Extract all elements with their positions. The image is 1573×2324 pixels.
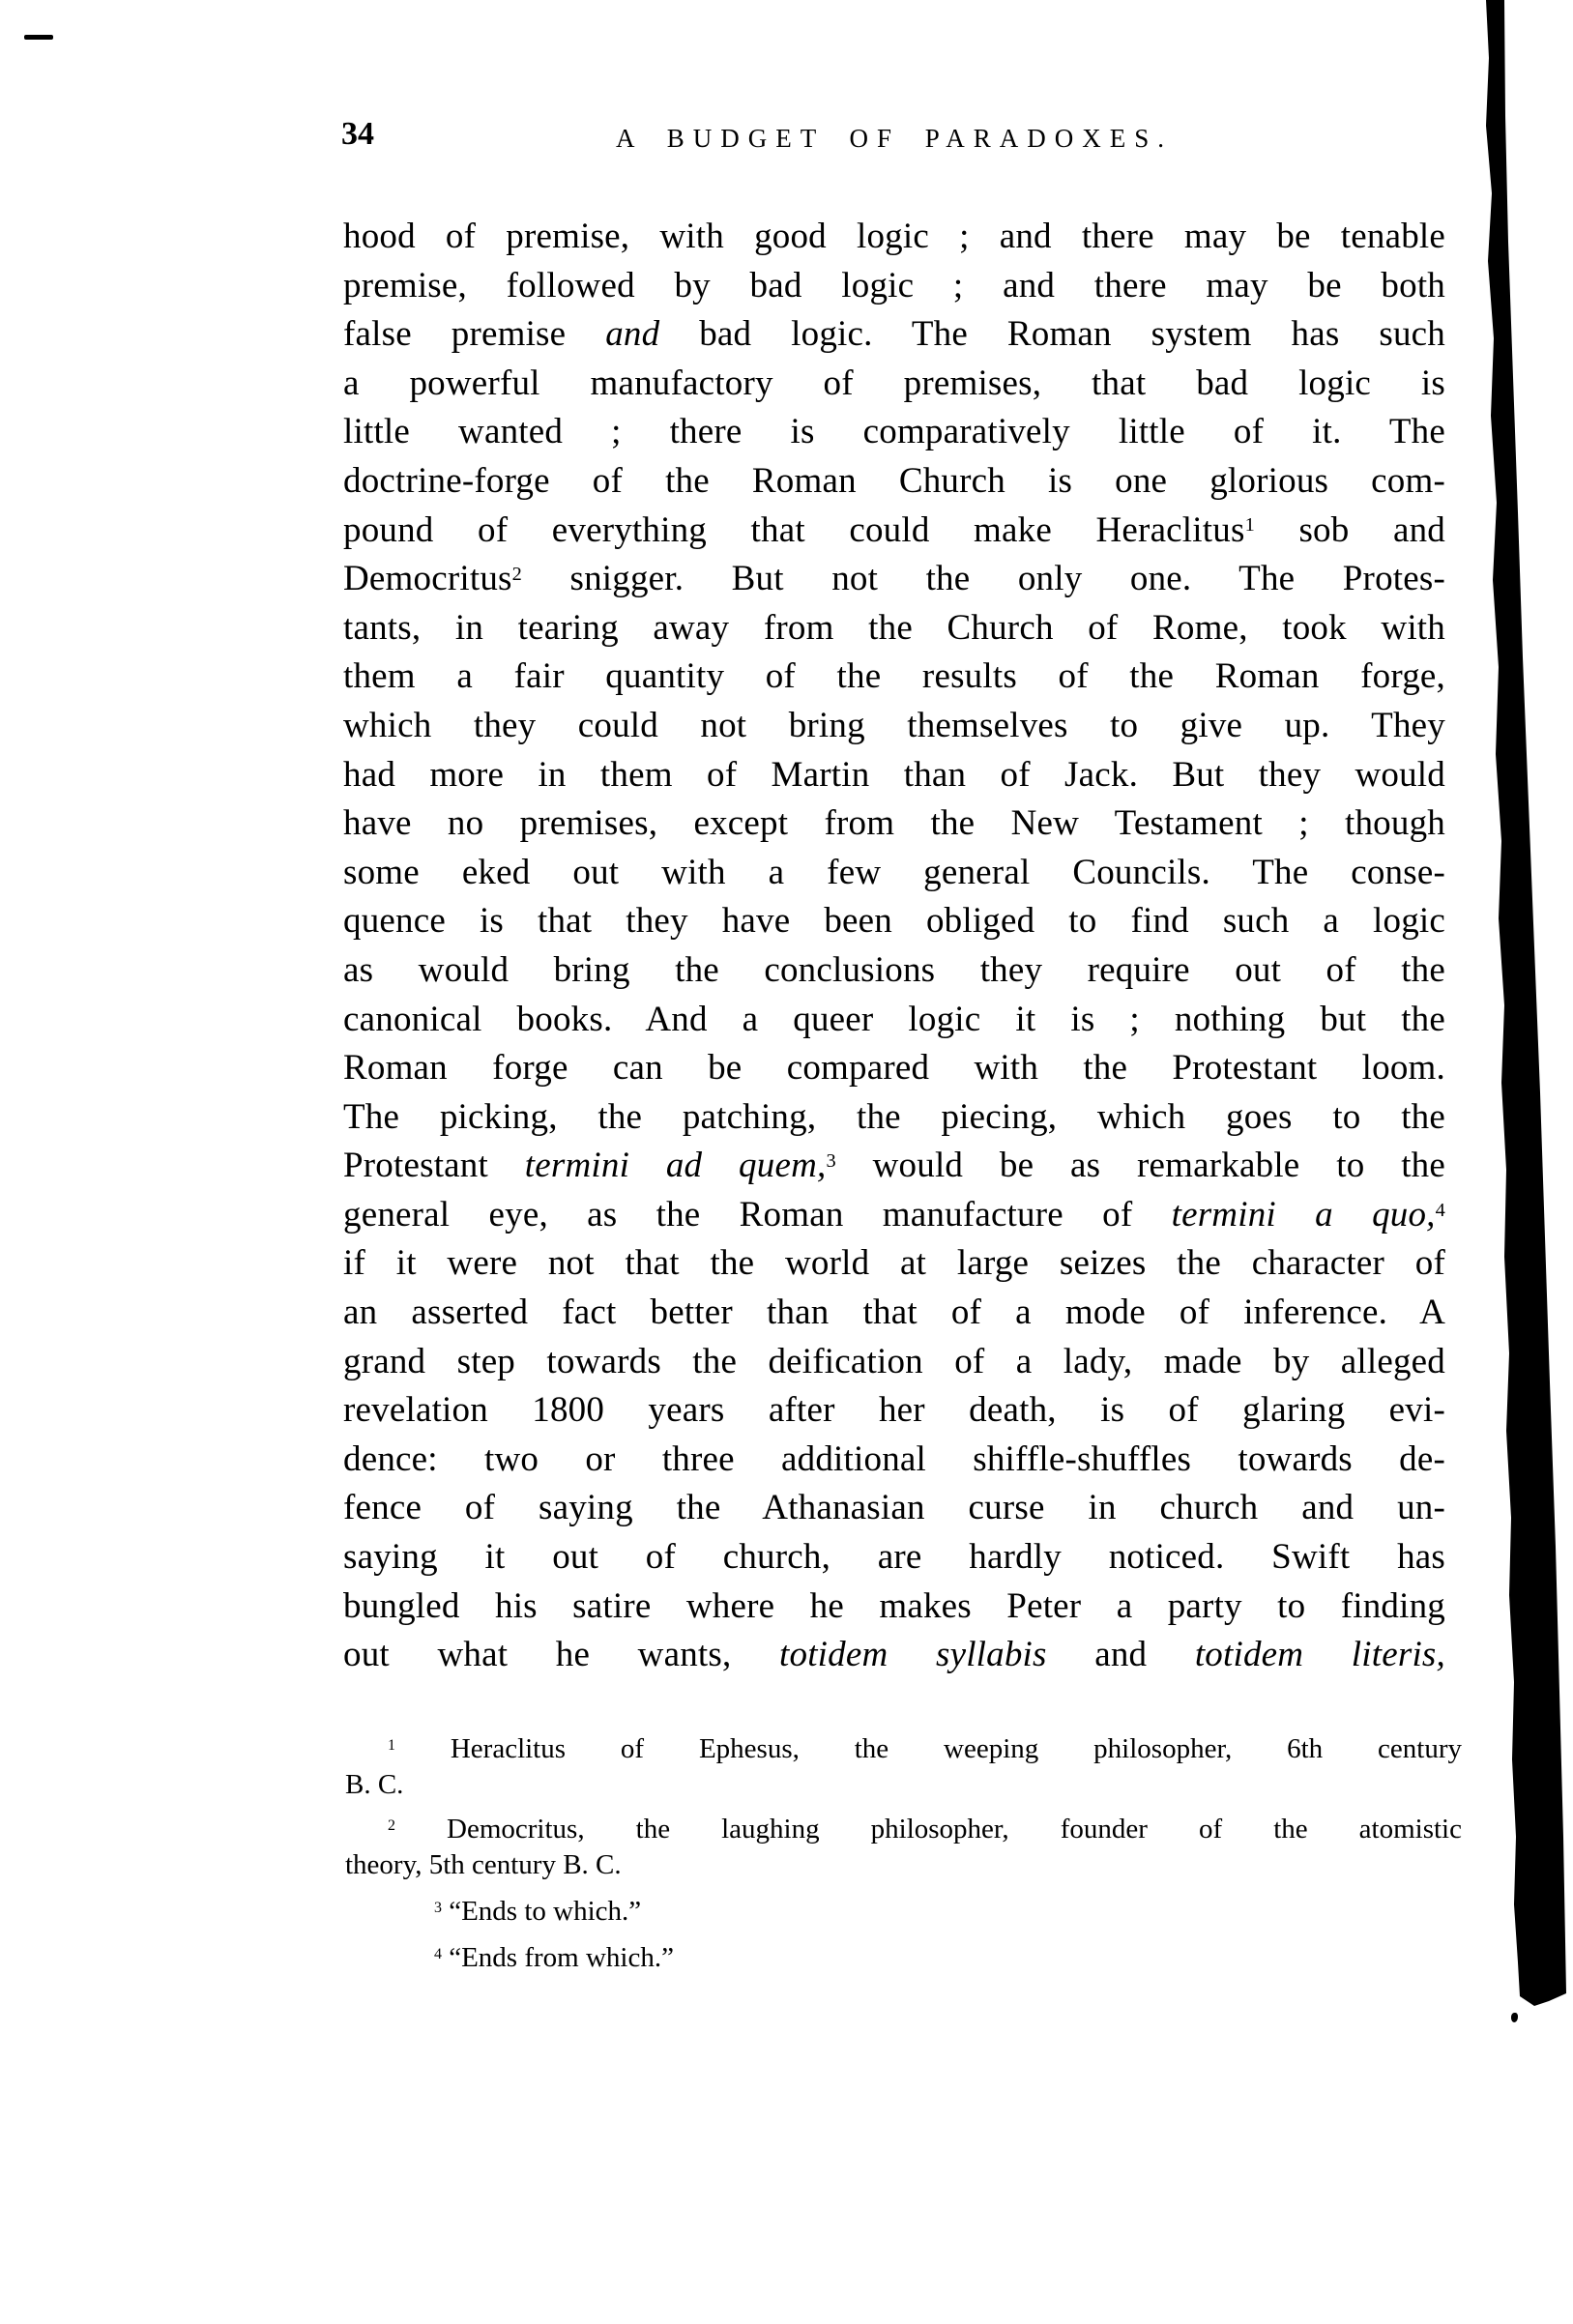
body-line: fence of saying the Athanasian curse in church and un- — [343, 1488, 1445, 1528]
body-line: general eye, as the Roman manufacture of termini a quo,$^4$ — [343, 1194, 1446, 1235]
body-line: The picking, the patching, the piecing, which goes to the — [343, 1096, 1445, 1137]
footnote-line: $^2$ Democritus, the laughing philosopher, founder of the atomistic — [388, 1814, 1462, 1845]
body-line: dence: two or three additional shiffle-shuffles towards de- — [343, 1438, 1445, 1479]
body-line: bungled his satire where he makes Peter a party to finding — [343, 1585, 1445, 1626]
footnote-line: B. C. — [345, 1769, 404, 1800]
body-line: hood of premise, with good logic ; and there may be tenable — [343, 217, 1445, 256]
body-line: saying it out of church, are hardly noticed. Swift has — [343, 1537, 1445, 1578]
body-line: little wanted ; there is comparatively little of it. The — [343, 412, 1445, 452]
body-line: some eked out with a few general Councils. The conse- — [343, 852, 1445, 892]
body-line: had more in them of Martin than of Jack. But they would — [343, 754, 1445, 795]
body-line: pound of everything that could make Heraclitus$^1$ sob and — [343, 509, 1446, 550]
body-line: have no premises, except from the New Testament ; though — [343, 803, 1445, 844]
body-line: doctrine-forge of the Roman Church is one glorious com- — [343, 460, 1445, 501]
body-line: tants, in tearing away from the Church of Rome, took with — [343, 607, 1445, 648]
body-line: as would bring the conclusions they require out of the — [343, 949, 1445, 990]
body-line: false premise and bad logic. The Roman system has such — [343, 314, 1445, 355]
body-line: quence is that they have been obliged to find such a logic — [343, 901, 1445, 942]
scan-gutter-bar — [1476, 0, 1573, 2324]
body-line: which they could not bring themselves to give up. They — [343, 705, 1445, 745]
body-line: Roman forge can be compared with the Protestant loom. — [343, 1048, 1445, 1089]
footnote — [345, 1940, 1462, 1976]
footnotes-section — [345, 1731, 1462, 1976]
body-line: Protestant termini ad quem,$^3$ would be as remarkable to the — [343, 1146, 1445, 1186]
body-line: an asserted fact better than that of a mode of inference. A — [343, 1293, 1445, 1333]
body-line: grand step towards the deification of a lady, made by alleged — [343, 1341, 1445, 1381]
body-line: out what he wants, totidem syllabis and totidem literis, — [343, 1635, 1445, 1675]
footnote-line: $^1$ Heraclitus of Ephesus, the weeping philosopher, 6th century — [388, 1733, 1462, 1764]
footnote — [345, 1731, 1462, 1803]
body-line: premise, followed by bad logic ; and there may be both — [343, 265, 1445, 305]
footnote — [345, 1894, 1462, 1930]
footnote-line: theory, 5th century B. C. — [345, 1849, 622, 1880]
running-header: A BUDGET OF PARADOXES. — [615, 124, 1174, 153]
body-text — [343, 213, 1445, 1680]
body-line: if it were not that the world at large seizes the character of — [343, 1243, 1445, 1284]
body-line: Democritus$^2$ snigger. But not the only one. The Protes- — [343, 559, 1445, 599]
footnote — [345, 1812, 1462, 1883]
body-line: a powerful manufactory of premises, that bad logic is — [343, 363, 1445, 403]
body-line: them a fair quantity of the results of the Roman forge, — [343, 656, 1445, 697]
body-line: revelation 1800 years after her death, is of glaring evi- — [343, 1390, 1445, 1431]
body-line: canonical books. And a queer logic it is ; nothing but the — [343, 999, 1445, 1039]
page-number: 34 — [341, 116, 374, 152]
footnote-line: $^3$ “Ends to which.” — [434, 1896, 642, 1927]
scan-dash-artifact — [24, 35, 53, 40]
footnote-line: $^4$ “Ends from which.” — [434, 1942, 674, 1973]
